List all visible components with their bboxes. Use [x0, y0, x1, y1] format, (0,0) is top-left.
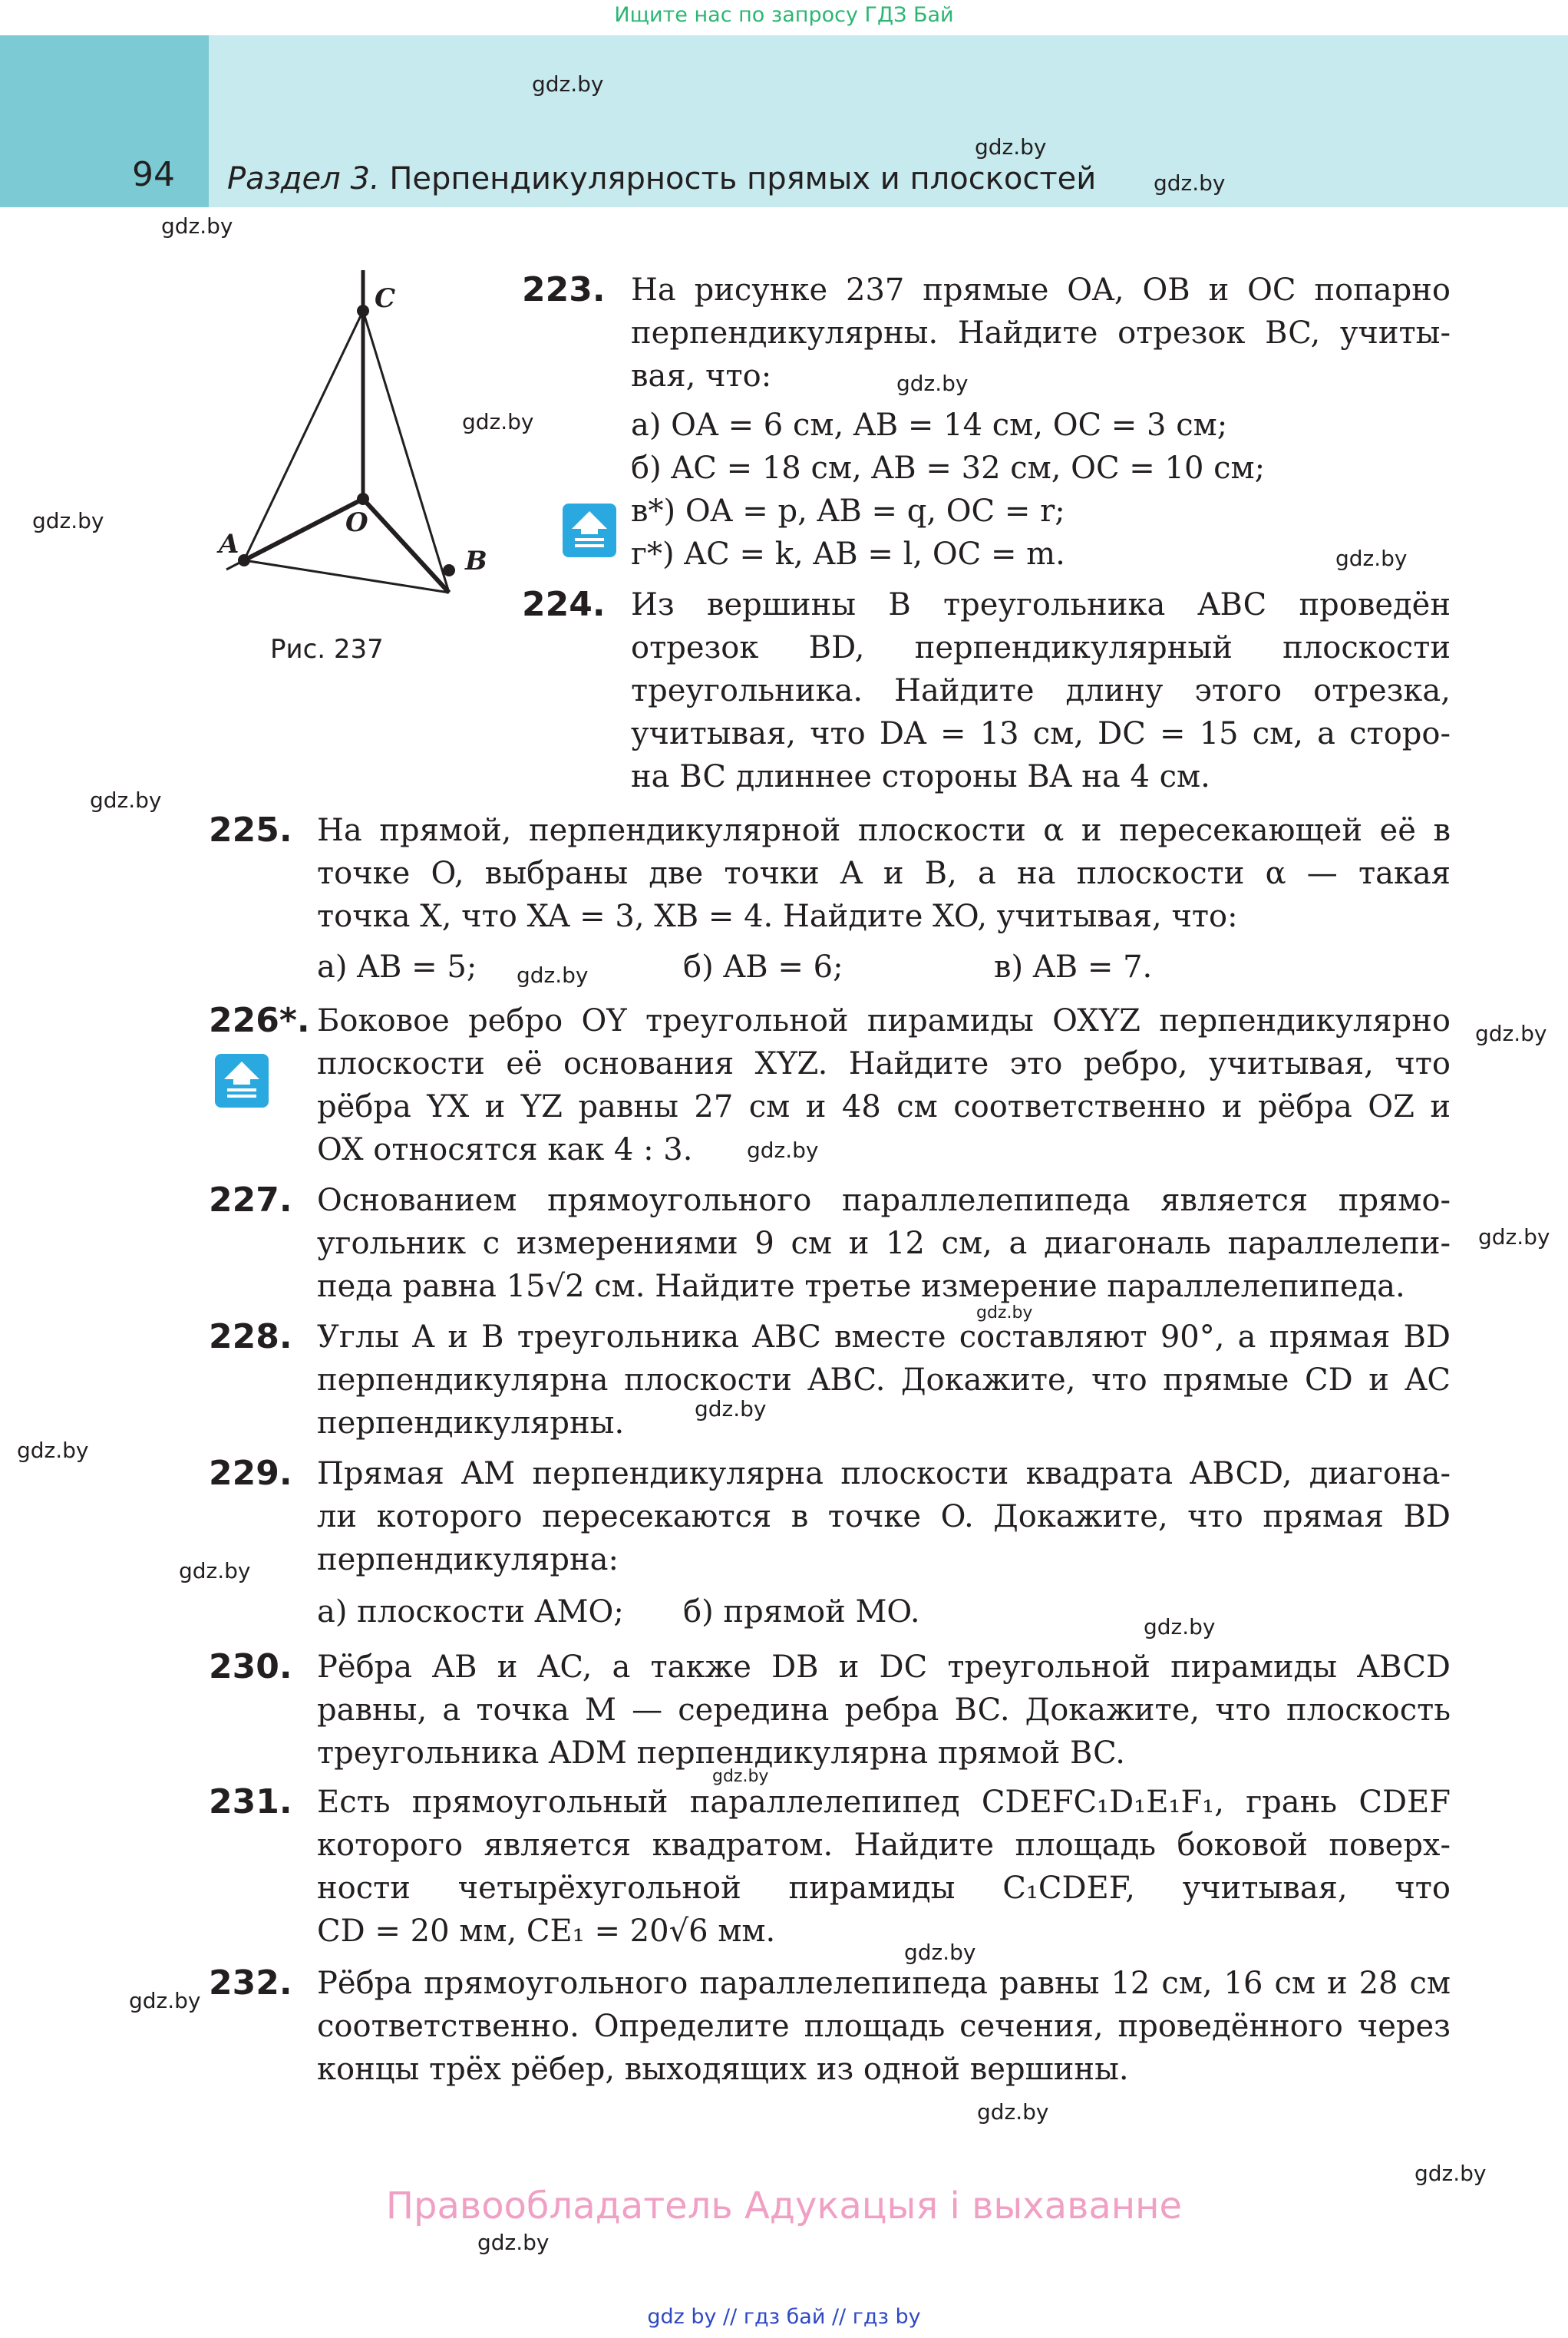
point-o: [357, 493, 369, 505]
watermark: gdz.by: [1335, 546, 1408, 571]
problem-number-226: 226*.: [209, 1001, 310, 1040]
section-title: [227, 161, 1096, 196]
problem-232: [317, 1962, 1451, 2091]
problem-option: в) AB = 7.: [994, 949, 1153, 985]
watermark: gdz.by: [904, 1940, 976, 1965]
problem-text-line: Боковое ребро OY треугольной пирамиды OXYZ перпендикулярно: [317, 1003, 1451, 1039]
problem-text-line: учитывая, что DA = 13 см, DC = 15 см, а сторо-: [631, 716, 1451, 751]
problem-text-line: Из вершины B треугольника ABC проведён: [631, 587, 1451, 622]
problem-option: а) OA = 6 см, AB = 14 см, OC = 3 см;: [631, 408, 1228, 443]
label-a: A: [219, 529, 239, 560]
section-name: Перпендикулярность прямых и плоскостей: [379, 161, 1097, 196]
problem-number-231: 231.: [209, 1782, 292, 1821]
watermark: gdz.by: [976, 1303, 1033, 1323]
figure-237: [192, 261, 499, 622]
watermark: gdz.by: [17, 1438, 89, 1463]
problem-230: [317, 1646, 1451, 1775]
problem-text-line: Основанием прямоугольного параллелепипеда является прямо-: [317, 1183, 1451, 1218]
problem-number-230: 230.: [209, 1647, 292, 1686]
watermark: gdz.by: [977, 2099, 1049, 2125]
problem-text-line: плоскости её основания XYZ. Найдите это ребро, учитывая, что: [317, 1046, 1451, 1081]
problem-option: б) прямой MO.: [683, 1594, 920, 1630]
watermark: gdz.by: [1415, 2161, 1487, 2186]
point-c: [357, 305, 369, 317]
problem-text-line: угольник с измерениями 9 см и 12 см, а диагональ параллелепи-: [317, 1226, 1451, 1261]
problem-text-line: Есть прямоугольный параллелепипед CDEFC₁D₁E₁F₁, грань CDEF: [317, 1785, 1451, 1820]
problem-option: а) AB = 5;: [317, 949, 477, 985]
problem-text-line: OX относятся как 4 : 3.: [317, 1132, 693, 1167]
label-o: O: [345, 507, 368, 538]
problem-text-line: на BC длиннее стороны BA на 4 см.: [631, 759, 1210, 794]
problem-text-line: рёбра YX и YZ равны 27 см и 48 см соответственно и рёбра OZ и: [317, 1089, 1451, 1124]
problem-option: а) плоскости AMO;: [317, 1594, 624, 1630]
problem-text-line: отрезок BD, перпендикулярный плоскости: [631, 630, 1451, 665]
watermark: gdz.by: [161, 213, 233, 239]
watermark: gdz.by: [179, 1558, 251, 1583]
footer-links[interactable]: gdz by // гдз бай // гдз by: [647, 2305, 921, 2329]
difficulty-up-button[interactable]: [215, 1054, 269, 1108]
watermark: gdz.by: [129, 1988, 201, 2013]
edge-ab: [244, 560, 449, 593]
problem-option: в*) OA = p, AB = q, OC = r;: [631, 494, 1065, 529]
problem-text-line: концы трёх рёбер, выходящих из одной вершины.: [317, 2052, 1129, 2087]
arrow-up-icon: [215, 1054, 269, 1108]
problem-text-line: Прямая AM перпендикулярна плоскости квадрата ABCD, диагона-: [317, 1456, 1451, 1491]
watermark: gdz.by: [1478, 1224, 1550, 1250]
problem-number-232: 232.: [209, 1963, 292, 2003]
problem-text-line: На рисунке 237 прямые OA, OB и OC попарно: [631, 272, 1451, 308]
problem-text-line: точка X, что XA = 3, XB = 4. Найдите XO, учитывая, что:: [317, 899, 1238, 934]
label-c: C: [375, 283, 396, 314]
problem-text-line: педа равна 15√2 см. Найдите третье измерение параллелепипеда.: [317, 1269, 1405, 1304]
difficulty-up-button[interactable]: [563, 504, 616, 557]
watermark: gdz.by: [1154, 170, 1226, 196]
section-label: Раздел 3.: [227, 161, 380, 196]
problem-223: [631, 269, 1451, 576]
watermark: gdz.by: [32, 508, 104, 533]
watermark: gdz.by: [90, 788, 162, 813]
arrow-up-icon: [563, 504, 616, 557]
watermark: gdz.by: [695, 1396, 767, 1422]
problem-option: б) AB = 6;: [683, 949, 843, 985]
problem-text-line: соответственно. Определите площадь сечения, проведённого через: [317, 2009, 1451, 2044]
problem-option: г*) AC = k, AB = l, OC = m.: [631, 537, 1065, 572]
axis-ob: [363, 499, 449, 593]
watermark: gdz.by: [896, 371, 969, 396]
watermark: gdz.by: [1144, 1614, 1216, 1640]
edge-cb: [363, 311, 449, 593]
watermark: gdz.by: [747, 1138, 819, 1163]
problem-text-line: На прямой, перпендикулярной плоскости α и пересекающей её в: [317, 813, 1451, 848]
problem-226: [317, 999, 1451, 1171]
problem-text-line: перпендикулярна плоскости ABC. Докажите, что прямые CD и AC: [317, 1362, 1451, 1398]
figure-caption: Рис. 237: [270, 634, 384, 665]
watermark: gdz.by: [517, 963, 589, 988]
problem-text-line: Рёбра AB и AC, а также DB и DC треугольной пирамиды ABCD: [317, 1649, 1451, 1685]
problem-text-line: перпендикулярны.: [317, 1405, 625, 1441]
problem-number-225: 225.: [209, 811, 292, 850]
problem-text-line: равны, а точка M — середина ребра BC. Докажите, что плоскость: [317, 1692, 1451, 1728]
point-b: [443, 564, 455, 576]
problem-text-line: которого является квадратом. Найдите площадь боковой поверх-: [317, 1828, 1451, 1863]
problem-text-line: вая, что:: [631, 358, 772, 394]
problem-text-line: CD = 20 мм, CE₁ = 20√6 мм.: [317, 1914, 776, 1949]
problem-number-228: 228.: [209, 1317, 292, 1356]
problem-229: [317, 1452, 1451, 1581]
problem-text-line: треугольника ADM перпендикулярна прямой BC.: [317, 1735, 1126, 1771]
watermark: gdz.by: [532, 71, 604, 97]
watermark: gdz.by: [462, 409, 534, 434]
problem-text-line: перпендикулярна:: [317, 1542, 619, 1577]
problem-number-224: 224.: [522, 585, 606, 624]
problem-228: [317, 1316, 1451, 1445]
watermark: gdz.by: [1475, 1021, 1547, 1046]
watermark: gdz.by: [975, 134, 1047, 160]
problem-number-223: 223.: [522, 270, 606, 309]
problem-text-line: Углы A и B треугольника ABC вместе составляют 90°, а прямая BD: [317, 1319, 1451, 1355]
problem-227: [317, 1179, 1451, 1308]
page-number: 94: [132, 155, 175, 194]
point-a: [238, 554, 250, 566]
problem-number-229: 229.: [209, 1454, 292, 1493]
watermark: gdz.by: [477, 2230, 550, 2255]
problem-number-227: 227.: [209, 1181, 292, 1220]
problem-text-line: Рёбра прямоугольного параллелепипеда равны 12 см, 16 см и 28 см: [317, 1966, 1451, 2001]
problem-225: [317, 809, 1451, 938]
label-b: B: [465, 546, 487, 576]
problem-text-line: ности четырёхугольной пирамиды C₁CDEF, учитывая, что: [317, 1871, 1451, 1906]
problem-text-line: треугольника. Найдите длину этого отрезка,: [631, 673, 1451, 708]
problem-224: [631, 583, 1451, 798]
copyright-credit: Правообладатель Адукацыя і выхаванне: [385, 2184, 1183, 2227]
watermark: gdz.by: [712, 1767, 769, 1786]
top-banner-note: Ищите нас по запросу ГДЗ Бай: [614, 3, 954, 27]
header-band-dark: [0, 35, 209, 207]
problem-text-line: точке O, выбраны две точки A и B, а на плоскости α — такая: [317, 856, 1451, 891]
problem-text-line: перпендикулярны. Найдите отрезок BC, учиты-: [631, 315, 1451, 351]
problem-option: б) AC = 18 см, AB = 32 см, OC = 10 см;: [631, 451, 1266, 486]
problem-231: [317, 1781, 1451, 1953]
problem-text-line: ли которого пересекаются в точке O. Докажите, что прямая BD: [317, 1499, 1451, 1534]
